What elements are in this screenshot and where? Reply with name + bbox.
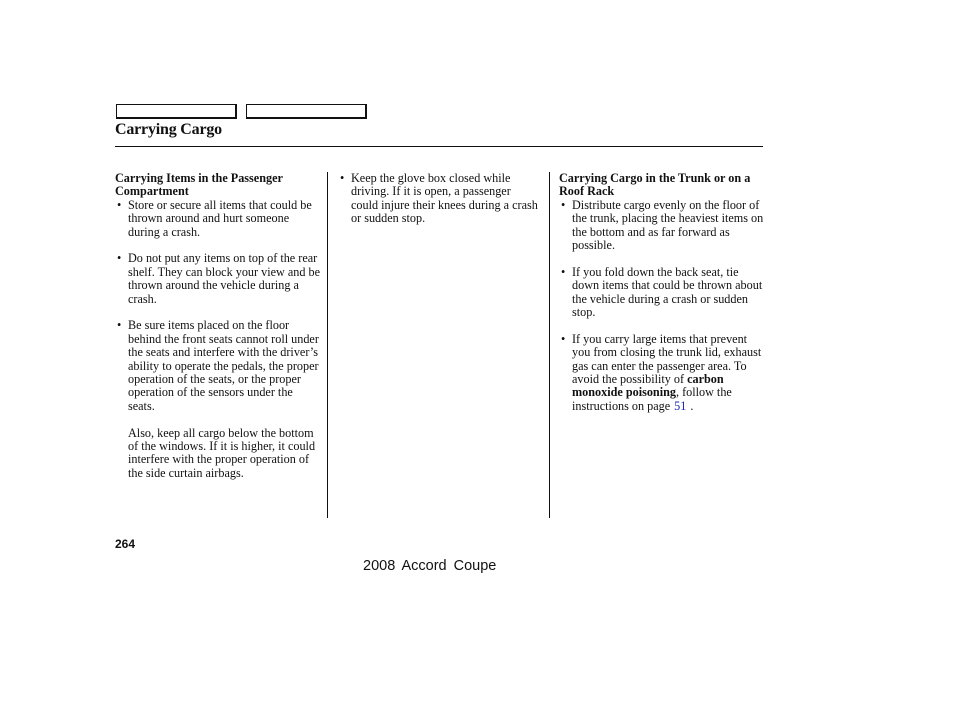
list-item xyxy=(115,252,320,306)
nav-button-previous[interactable] xyxy=(116,104,237,119)
page-link[interactable]: 51 xyxy=(674,398,687,413)
list-item-text: Do not put any items on top of the rear shelf. They can block your view and be thrown around the vehicle during a crash. xyxy=(128,251,321,306)
footer-model-label: 2008 Accord Coupe xyxy=(363,558,497,574)
bullet: • xyxy=(117,318,122,333)
list-item xyxy=(338,172,538,226)
title-divider xyxy=(115,146,763,147)
list-item-text: Store or secure all items that could be thrown around and hurt someone during a crash. xyxy=(128,197,312,239)
list-item-text-end: , follow the instructions on page xyxy=(572,385,732,413)
list-item-text: Distribute cargo evenly on the floor of the trunk, placing the heaviest items on the bottom and as far forward as possible. xyxy=(572,197,764,253)
list-item xyxy=(559,199,765,253)
bullet: • xyxy=(340,171,345,185)
section-heading: Carrying Items in the Passenger Compartment xyxy=(115,171,283,199)
bullet: • xyxy=(117,197,122,212)
list-item-text: Be sure items placed on the floor behind the front seats cannot roll under the seats and interfere with the driver’s ability to operate the pedals, the proper operation of the seats, or the proper operation of the sensors under the seats. xyxy=(128,318,319,413)
list-item-text: Keep the glove box closed while driving. If it is open, a passenger could injure their knees during a crash or sudden stop. xyxy=(351,171,538,226)
column-divider xyxy=(549,172,550,518)
page-title: Carrying Cargo xyxy=(115,121,222,138)
list-item-text: If you fold down the back seat, tie down items that could be thrown about the vehicle during a crash or sudden stop. xyxy=(572,264,763,320)
list-item xyxy=(559,266,765,320)
column-glove-box xyxy=(338,172,538,226)
bullet: • xyxy=(561,331,566,346)
note-paragraph: Also, keep all cargo below the bottom of the windows. If it is higher, it could interfere with the proper operation of the side curtain airbags. xyxy=(128,425,316,480)
bullet: • xyxy=(561,197,566,212)
list-item xyxy=(115,199,320,239)
bullet: • xyxy=(561,264,566,279)
nav-button-next[interactable] xyxy=(246,104,367,119)
list-item xyxy=(115,319,320,413)
section-heading: Carrying Cargo in the Trunk or on a Roof Rack xyxy=(559,171,751,199)
column-divider xyxy=(327,172,328,518)
list-item-text-start: If you carry large items that prevent you from closing the trunk lid, exhaust gas can enter the passenger area. To avoid the possibility of xyxy=(572,331,762,387)
bullet: • xyxy=(117,251,122,266)
warning-term: carbon monoxide poisoning xyxy=(572,372,724,400)
page-number: 264 xyxy=(115,537,136,551)
list-item xyxy=(559,333,765,413)
sentence-end: . xyxy=(690,398,694,413)
column-trunk-roof-rack xyxy=(559,172,765,413)
column-passenger-compartment xyxy=(115,172,320,480)
